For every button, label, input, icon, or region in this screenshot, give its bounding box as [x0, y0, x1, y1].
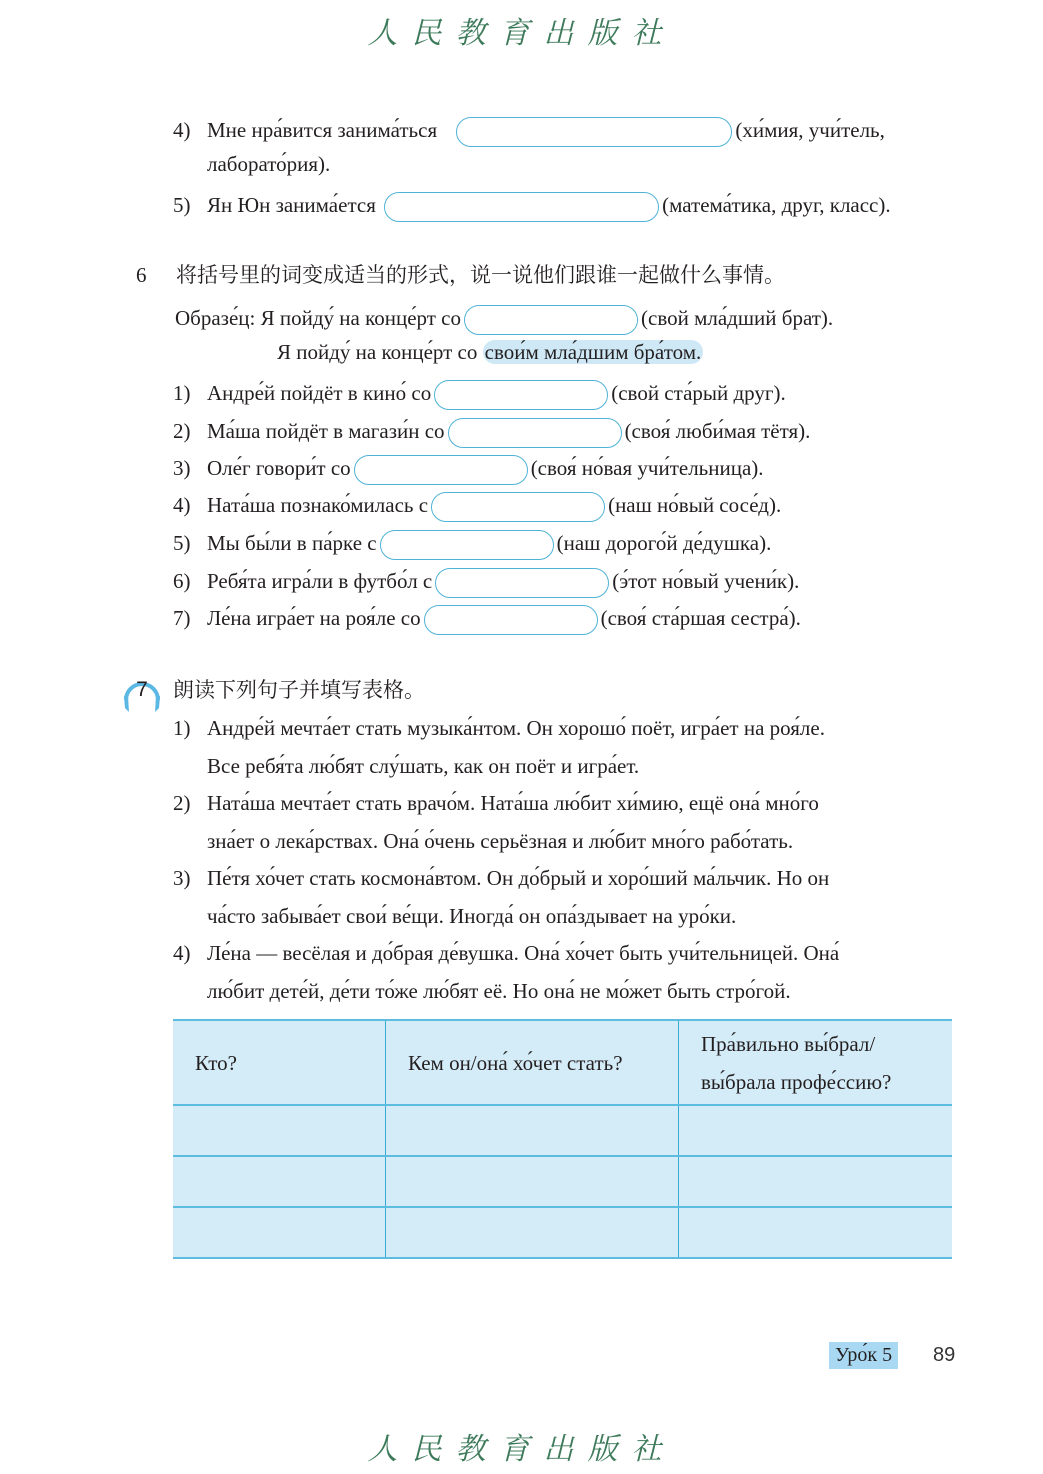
- item-number: 4): [173, 493, 191, 517]
- item-hint: (свой ста́рый друг).: [611, 381, 786, 405]
- task7-item-1: [173, 714, 825, 742]
- task6-example-answer: [277, 338, 703, 366]
- item-number: 3): [173, 866, 191, 890]
- task6-item-5: [173, 529, 771, 560]
- item-hint-cont: лаборато́рия).: [207, 152, 331, 176]
- answer-blank[interactable]: [434, 380, 608, 410]
- answer-blank[interactable]: [448, 418, 622, 448]
- table-cell[interactable]: [386, 1156, 679, 1207]
- task7-item-4-cont: [207, 977, 791, 1005]
- answer-blank[interactable]: [424, 605, 598, 635]
- item-hint: (матема́тика, друг, класс).: [662, 193, 891, 217]
- task7-item-3-cont: [207, 902, 736, 930]
- table-row: [173, 1156, 952, 1207]
- table-cell[interactable]: [386, 1105, 679, 1156]
- item-text: Ната́ша познако́милась с: [207, 493, 429, 517]
- item-number: 1): [173, 716, 191, 740]
- item-number: 7): [173, 606, 191, 630]
- task6-item-2: [173, 417, 810, 448]
- item-text: ча́сто забыва́ет свои́ ве́щи. Иногда́ он опа́здывает на уро́ки.: [207, 904, 737, 928]
- item-number: 5): [173, 193, 191, 217]
- item-number: 1): [173, 381, 191, 405]
- answer-blank[interactable]: [431, 492, 605, 522]
- task6-item-1: [173, 379, 786, 410]
- answer-blank[interactable]: [384, 192, 659, 222]
- header-right-choice: [679, 1020, 953, 1105]
- lesson-tag: Уро́к 5: [829, 1342, 898, 1369]
- item-number: 4): [173, 941, 191, 965]
- item-text: Ле́на игра́ет на роя́ле со: [207, 606, 421, 630]
- item-hint: (наш дорого́й де́душка).: [556, 531, 772, 555]
- table-cell[interactable]: [679, 1105, 953, 1156]
- table-cell[interactable]: [679, 1207, 953, 1258]
- header-right-choice-line1: Пра́вильно вы́брал/: [701, 1031, 876, 1056]
- item-text: Андре́й мечта́ет стать музыка́нтом. Он хорошо́ поёт, игра́ет на роя́ле.: [207, 716, 825, 740]
- task7-item-2: [173, 789, 819, 817]
- item-number: 5): [173, 531, 191, 555]
- item-number: 2): [173, 419, 191, 443]
- item-hint: (своя́ но́вая учи́тельница).: [530, 456, 764, 480]
- item-text: Мне нра́вится занима́ться: [207, 118, 438, 142]
- item-text: Мы бы́ли в па́рке с: [207, 531, 377, 555]
- item-number: 3): [173, 456, 191, 480]
- header-who: Кто?: [173, 1020, 386, 1105]
- item-hint: (своя́ люби́мая тётя).: [624, 419, 811, 443]
- item-hint: (э́тот но́вый учени́к).: [612, 569, 800, 593]
- header-right-choice-line2: вы́брала профе́ссию?: [701, 1069, 892, 1094]
- publisher-logo-top: 人民教育出版社: [367, 16, 676, 51]
- answer-table: [173, 1019, 952, 1259]
- item-text: Ян Юн занима́ется: [207, 193, 376, 217]
- item-text: Ма́ша пойдёт в магази́н со: [207, 419, 445, 443]
- item-number: 2): [173, 791, 191, 815]
- answer-blank[interactable]: [456, 117, 732, 147]
- example-answer-prefix: Я пойду́ на конце́рт со: [277, 340, 478, 364]
- task7-item-3: [173, 864, 829, 892]
- publisher-logo-bottom: 人民教育出版社: [367, 1432, 676, 1467]
- item-text: лю́бит дете́й, де́ти то́же лю́бят её. Но она́ не мо́жет быть стро́гой.: [207, 979, 791, 1003]
- task7-item-2-cont: [207, 827, 793, 855]
- example-blank: [464, 305, 638, 335]
- example-sentence: Я пойду́ на конце́рт со: [260, 306, 462, 330]
- table-header-row: [173, 1020, 952, 1105]
- task7-item-1-cont: [207, 752, 639, 780]
- item-text: Андре́й пойдёт в кино́ со: [207, 381, 432, 405]
- page-number: 89: [933, 1344, 956, 1366]
- item-hint: (хи́мия, учи́тель,: [735, 118, 885, 142]
- task6-item-7: [173, 604, 801, 635]
- example-answer-highlight: свои́м мла́дшим бра́том.: [484, 340, 702, 364]
- task5-item-4: [173, 116, 885, 147]
- table-cell[interactable]: [173, 1105, 386, 1156]
- item-text: Все ребя́та лю́бят слу́шать, как он поёт и игра́ет.: [207, 754, 640, 778]
- item-text: Пе́тя хо́чет стать космона́втом. Он до́брый и хоро́ший ма́льчик. Но он: [207, 866, 830, 890]
- table-row: [173, 1207, 952, 1258]
- item-hint: (наш но́вый сосе́д).: [608, 493, 782, 517]
- task6-example: [175, 304, 833, 335]
- item-hint: (своя́ ста́ршая сестра́).: [600, 606, 801, 630]
- task5-item-5: [173, 191, 891, 222]
- task6-item-3: [173, 454, 764, 485]
- example-hint: (свой мла́дший брат).: [641, 306, 834, 330]
- task7-item-4: [173, 939, 839, 967]
- task-instruction: 将括号里的词变成适当的形式，说一说他们跟谁一起做什么事情。: [176, 263, 785, 287]
- task6-item-4: [173, 491, 781, 522]
- table-cell[interactable]: [173, 1207, 386, 1258]
- task7-heading: [173, 676, 425, 704]
- item-text: Ребя́та игра́ли в футбо́л с: [207, 569, 433, 593]
- answer-blank[interactable]: [354, 455, 528, 485]
- item-text: Ле́на — весёлая и до́брая де́вушка. Она́ хо́чет быть учи́тельницей. Она́: [207, 941, 840, 965]
- item-text: зна́ет о лека́рствах. Она́ о́чень серьёзная и лю́бит мно́го рабо́тать.: [207, 829, 794, 853]
- example-label: Образе́ц:: [175, 306, 256, 330]
- header-profession: Кем он/она́ хо́чет стать?: [386, 1020, 679, 1105]
- item-text: Оле́г говори́т со: [207, 456, 351, 480]
- table-cell[interactable]: [386, 1207, 679, 1258]
- headphones-icon[interactable]: [120, 674, 164, 714]
- answer-blank[interactable]: [435, 568, 609, 598]
- task5-item-4-cont: [207, 150, 330, 178]
- table-cell[interactable]: [679, 1156, 953, 1207]
- item-text: Ната́ша мечта́ет стать врачо́м. Ната́ша лю́бит хи́мию, ещё она́ мно́го: [207, 791, 819, 815]
- item-number: 4): [173, 118, 191, 142]
- task-number: 6: [136, 263, 147, 287]
- table-cell[interactable]: [173, 1156, 386, 1207]
- item-number: 6): [173, 569, 191, 593]
- task6-heading: [136, 261, 785, 289]
- task6-item-6: [173, 567, 799, 598]
- answer-blank[interactable]: [380, 530, 554, 560]
- task-number: 7: [136, 678, 148, 701]
- task-instruction: 朗读下列句子并填写表格。: [173, 678, 425, 702]
- table-row: [173, 1105, 952, 1156]
